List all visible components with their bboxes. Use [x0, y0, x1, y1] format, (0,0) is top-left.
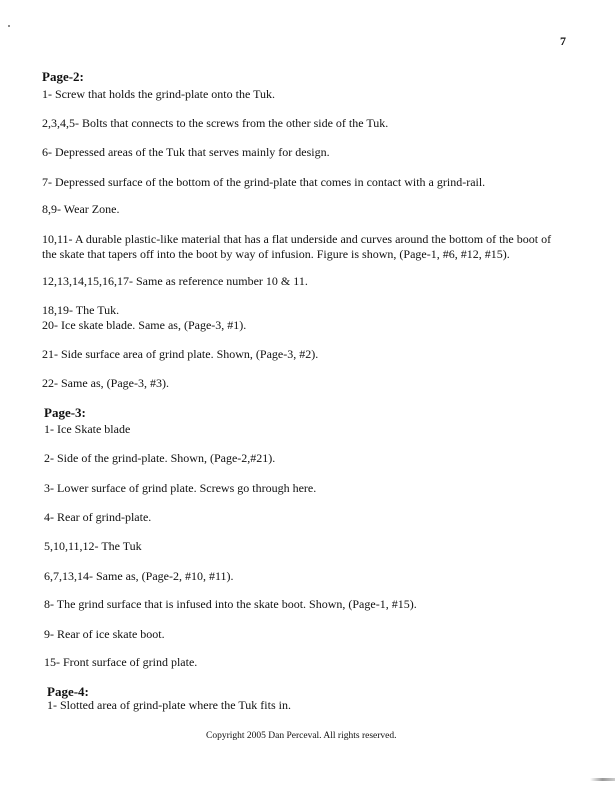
copyright-notice: Copyright 2005 Dan Perceval. All rights reserved. — [206, 731, 397, 741]
list-item: 9- Rear of ice skate boot. — [44, 627, 165, 641]
page-number: 7 — [560, 34, 566, 48]
list-item: 18,19- The Tuk. — [42, 303, 120, 317]
list-item: 15- Front surface of grind plate. — [44, 655, 198, 669]
list-item: 7- Depressed surface of the bottom of the grind-plate that comes in contact with a grind-rail. — [42, 175, 486, 189]
scan-edge-mark — [590, 778, 615, 781]
list-item: 12,13,14,15,16,17- Same as reference number 10 & 11. — [42, 274, 308, 288]
list-item: 1- Slotted area of grind-plate where the Tuk fits in. — [47, 698, 291, 712]
list-item: 2- Side of the grind-plate. Shown, (Page-2,#21). — [44, 451, 276, 465]
list-item: 6- Depressed areas of the Tuk that serves mainly for design. — [42, 145, 330, 159]
list-item: 22- Same as, (Page-3, #3). — [42, 376, 169, 390]
list-item: 10,11- A durable plastic-like material that has a flat underside and curves around the bottom of the boot of — [42, 232, 552, 246]
section-heading-page-4: Page-4: — [47, 684, 89, 699]
list-item: 20- Ice skate blade. Same as, (Page-3, #1). — [42, 318, 247, 332]
list-item: 3- Lower surface of grind plate. Screws go through here. — [44, 481, 317, 495]
list-item: 8- The grind surface that is infused into the skate boot. Shown, (Page-1, #15). — [44, 597, 417, 611]
scan-speck — [8, 25, 10, 27]
list-item-continuation: the skate that tapers off into the boot by way of infusion. Figure is shown, (Page-1, #6, #12, #15). — [42, 247, 510, 261]
list-item: 5,10,11,12- The Tuk — [44, 539, 142, 553]
list-item: 6,7,13,14- Same as, (Page-2, #10, #11). — [44, 569, 234, 583]
list-item: 1- Ice Skate blade — [44, 422, 131, 436]
list-item: 4- Rear of grind-plate. — [44, 510, 152, 524]
list-item: 2,3,4,5- Bolts that connects to the screws from the other side of the Tuk. — [42, 116, 389, 130]
list-item: 1- Screw that holds the grind-plate onto the Tuk. — [42, 87, 275, 101]
section-heading-page-2: Page-2: — [42, 69, 84, 84]
section-heading-page-3: Page-3: — [44, 405, 86, 420]
list-item: 8,9- Wear Zone. — [42, 202, 120, 216]
list-item: 21- Side surface area of grind plate. Shown, (Page-3, #2). — [42, 347, 319, 361]
